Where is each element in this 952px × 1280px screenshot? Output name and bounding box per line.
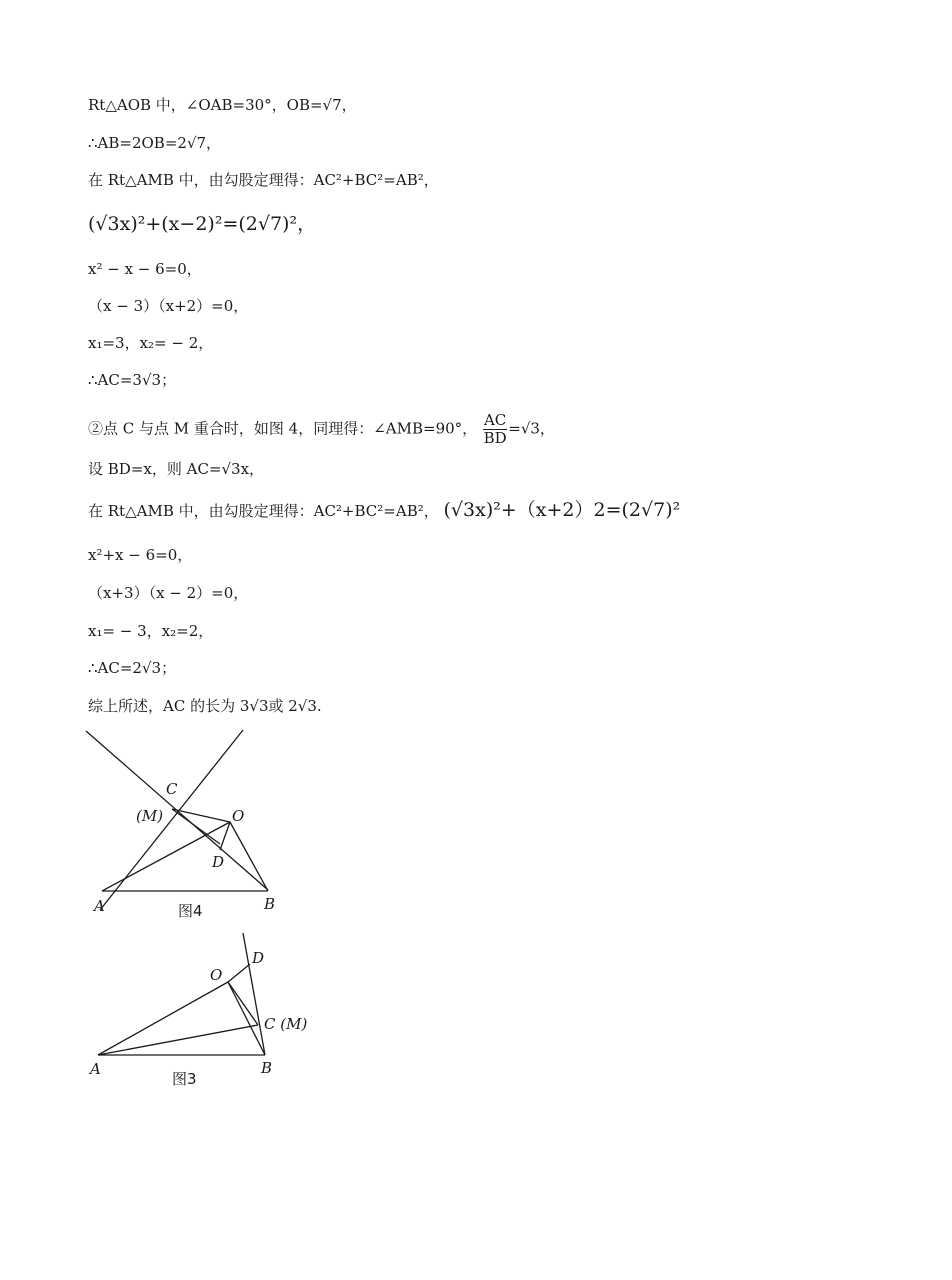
segment-ac bbox=[98, 1025, 258, 1055]
label-b: B bbox=[264, 895, 276, 913]
segment-ao bbox=[102, 822, 230, 891]
fraction-ac-bd bbox=[483, 412, 507, 447]
label-c: C bbox=[166, 780, 178, 798]
figure-3 bbox=[80, 925, 340, 1099]
text-line-15: ∴AC=2√3； bbox=[88, 659, 177, 677]
figure-4-caption: 图4 bbox=[178, 902, 203, 920]
text-line-3: 在 Rt△AMB 中，由勾股定理得：AC²+BC²=AB²， bbox=[88, 171, 439, 189]
segment-od bbox=[228, 964, 250, 982]
text-line-14: x₁= − 3，x₂=2， bbox=[88, 622, 214, 640]
figure-4-diagram bbox=[80, 725, 320, 925]
text-line-2: ∴AB=2OB=2√7， bbox=[88, 134, 222, 152]
label-d: D bbox=[252, 949, 265, 967]
label-o: O bbox=[232, 807, 245, 825]
text-line-11-main: 在 Rt△AMB 中，由勾股定理得：AC²+BC²=AB²， bbox=[88, 502, 439, 520]
text-line-6: （x − 3）（x+2）=0， bbox=[88, 297, 249, 315]
text-line-13: （x+3）（x − 2）=0， bbox=[88, 584, 249, 602]
figure-3-caption: 图3 bbox=[172, 1070, 197, 1088]
fraction-denominator: BD bbox=[483, 429, 507, 447]
fraction-numerator: AC bbox=[483, 411, 507, 429]
figure-3-diagram bbox=[80, 925, 340, 1095]
text-line-10: 设 BD=x，则 AC=√3x， bbox=[88, 460, 265, 478]
label-c-m: C (M) bbox=[264, 1015, 308, 1033]
text-line-9-main: ②点 C 与点 M 重合时，如图 4，同理得：∠AMB=90°， bbox=[88, 419, 478, 438]
text-line-1: Rt△AOB 中，∠OAB=30°，OB=√7， bbox=[88, 96, 357, 114]
text-line-11-eq: (√3x)²+（x+2）2=(2√7)² bbox=[443, 499, 681, 521]
label-o: O bbox=[210, 966, 223, 984]
text-line-5: x² − x − 6=0， bbox=[88, 260, 202, 278]
label-b: B bbox=[261, 1059, 273, 1077]
text-line-7: x₁=3，x₂= − 2， bbox=[88, 334, 214, 352]
label-a: A bbox=[90, 1060, 101, 1078]
label-m: (M) bbox=[136, 807, 164, 825]
text-line-8: ∴AC=3√3； bbox=[88, 371, 177, 389]
text-line-4: (√3x)²+(x−2)²=(2√7)²， bbox=[88, 213, 317, 235]
segment-ob bbox=[228, 982, 265, 1055]
text-line-16: 综上所述，AC 的长为 3√3或 2√3. bbox=[88, 697, 322, 715]
text-line-9-tail: =√3， bbox=[508, 419, 555, 438]
figure-4 bbox=[80, 725, 320, 929]
label-d: D bbox=[212, 853, 225, 871]
label-a: A bbox=[94, 897, 105, 915]
segment-ao bbox=[98, 982, 228, 1055]
segment-ob bbox=[230, 822, 268, 891]
text-line-12: x²+x − 6=0， bbox=[88, 546, 193, 564]
text-line-9 bbox=[88, 412, 555, 447]
text-line-11 bbox=[88, 500, 680, 521]
